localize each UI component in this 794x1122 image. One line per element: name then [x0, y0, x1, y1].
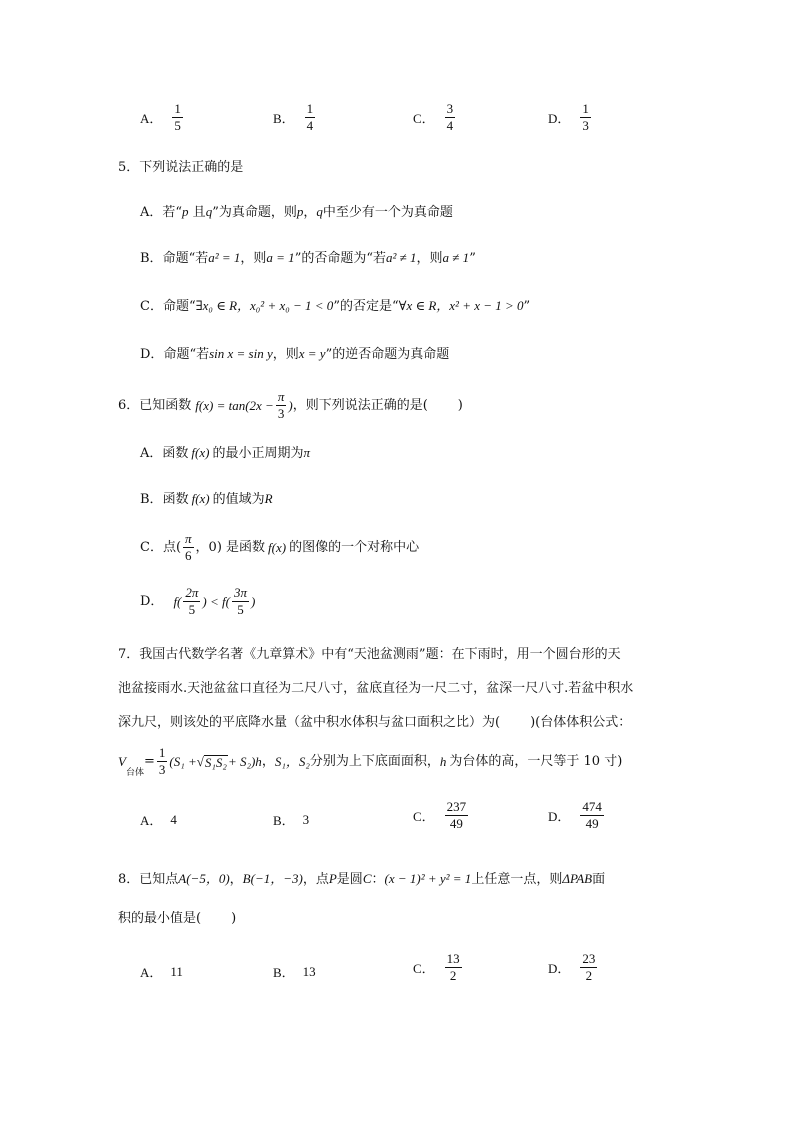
fraction: $\frac{3\pi}{5}$: [233, 585, 247, 618]
q8-option-d: D． $\frac{23}{2}$: [548, 951, 596, 984]
q4-option-a: A． $\frac{1}{5}$: [140, 101, 181, 134]
q5-option-b: B．命题“若a² = 1，则a = 1”的否命题为“若a² ≠ 1，则a ≠ 1”: [140, 250, 476, 266]
q8-line-1: 8．已知点A(−5，0)，B(−1，−3)，点P是圆C：(x − 1)² + y² = 1上任意一点，则ΔPAB面: [118, 871, 606, 887]
fraction: $\frac{1}{4}$: [306, 101, 314, 134]
fraction: $\frac{2\pi}{5}$: [185, 585, 199, 618]
q6-option-b: B．函数 f(x) 的值域为R: [140, 491, 273, 507]
fraction: $\frac{23}{2}$: [582, 951, 596, 984]
q7-line-3: 深九尺，则该处的平底降水量（盆中积水体积与盆口面积之比）为( )(台体体积公式：: [118, 715, 632, 730]
fraction: $\frac{1}{3}$: [582, 101, 589, 134]
q8-option-c: C． $\frac{13}{2}$: [413, 951, 460, 984]
q8-option-a: A． 11: [140, 963, 183, 980]
fraction: $\frac{237}{49}$: [446, 799, 467, 832]
q8-option-b: B． 13: [273, 963, 316, 980]
q7-formula: V 台体 = $\frac{1}{3}$ (S₁ + √ S₁S₂ + S₂)h ， S₁，S₂ 分别为上下底面面积， h 为台体的高，一尺等于 10 寸): [118, 745, 623, 778]
q4-option-b: B． $\frac{1}{4}$: [273, 101, 314, 134]
fraction: $\frac{\pi}{6}$: [185, 531, 192, 564]
q5-stem: 5．下列说法正确的是: [118, 160, 244, 175]
fraction: $\frac{1}{5}$: [174, 101, 181, 134]
fraction: $\frac{13}{2}$: [446, 951, 460, 984]
q7-option-a: A． 4: [140, 811, 177, 828]
q7-option-b: B． 3: [273, 811, 310, 828]
fraction: $\frac{474}{49}$: [582, 799, 602, 832]
q8-line-2: 积的最小值是( ): [118, 911, 237, 926]
q4-option-c: C． $\frac{3}{4}$: [413, 101, 454, 134]
q6-option-a: A．函数 f(x) 的最小正周期为π: [140, 445, 310, 461]
fraction: $\frac{1}{3}$: [158, 745, 166, 778]
q7-option-d: D． $\frac{474}{49}$: [548, 799, 602, 832]
q5-option-d: D．命题“若sin x = sin y，则x = y”的逆否命题为真命题: [140, 346, 450, 362]
q5-option-c: C．命题“∃x₀ ∈ R，x₀² + x₀ − 1 < 0”的否定是“∀x ∈ R，x² + x − 1 > 0”: [140, 298, 531, 314]
q7-line-1: 7．我国古代数学名著《九章算术》中有“天池盆测雨”题：在下雨时，用一个圆台形的天: [118, 647, 621, 662]
q6-option-c: C． 点( $\frac{\pi}{6}$ ，0) 是函数 f(x) 的图像的一个对称中心: [140, 531, 420, 564]
fraction: $\frac{\pi}{3}$: [277, 389, 285, 422]
fraction: $\frac{3}{4}$: [446, 101, 454, 134]
q6-stem: 6．已知函数 f(x) = tan(2x − $\frac{\pi}{3}$ ) ，则下列说法正确的是 ( ): [118, 389, 463, 422]
q7-line-2: 池盆接雨水.天池盆盆口直径为二尺八寸，盆底直径为一尺二寸，盆深一尺八寸.若盆中积水: [118, 681, 634, 696]
q5-option-a: A．若“p 且q”为真命题，则p，q中至少有一个为真命题: [140, 204, 453, 220]
q6-option-d: D． f( $\frac{2\pi}{5}$ ) < f( $\frac{3\pi}{5}$ ): [140, 585, 256, 618]
q4-option-d: D． $\frac{1}{3}$: [548, 101, 589, 134]
q7-option-c: C． $\frac{237}{49}$: [413, 799, 467, 832]
